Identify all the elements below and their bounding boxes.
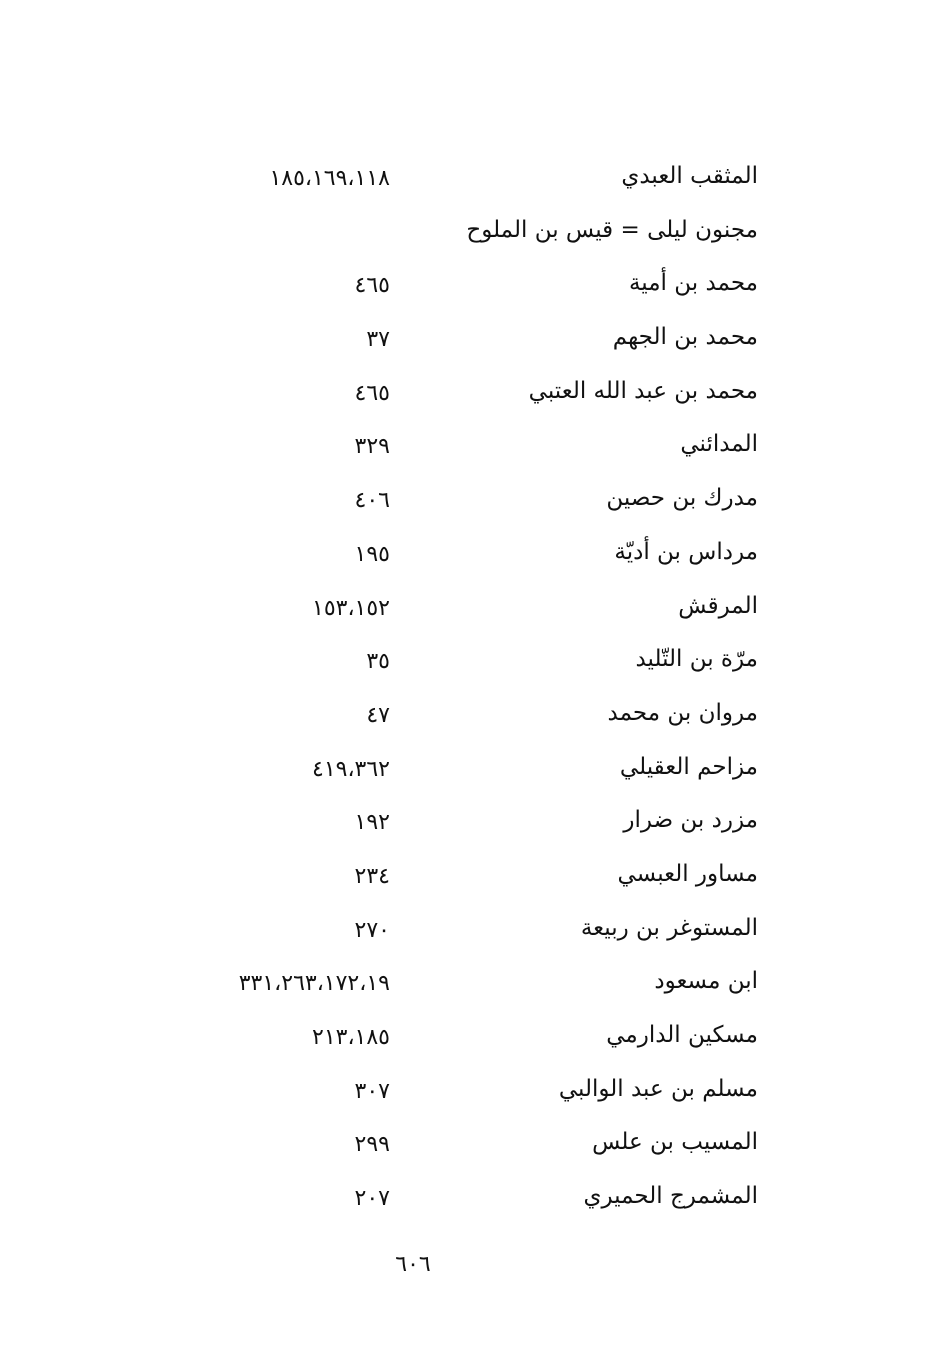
entry-name: مزاحم العقيلي [619, 753, 758, 780]
entry-name: المسيب بن علس [592, 1129, 758, 1156]
entry-name: المرقش [678, 592, 758, 619]
entry-name: المثقب العبدي [621, 163, 758, 189]
entry-name: مسكين الدارمي [606, 1022, 758, 1048]
entry-name: مساور العبسي [617, 860, 758, 887]
entry-pages: ٤٠٦ [354, 488, 390, 514]
entry-name: مسلم بن عبد الوالبي [558, 1075, 758, 1102]
index-entry [150, 687, 780, 741]
entry-pages: ٤٦٥ [354, 380, 390, 406]
index-entry [150, 633, 780, 687]
index-entry [150, 848, 780, 902]
entry-pages: ٢٣٤ [354, 863, 390, 889]
index-entry [150, 955, 780, 1009]
entry-pages: ٤٦٥ [354, 273, 390, 299]
entry-name: مزرد بن ضرار [623, 807, 758, 834]
index-entry [150, 1170, 780, 1224]
index-entry [150, 741, 780, 795]
index-entry [150, 204, 780, 258]
index-entry [150, 472, 780, 526]
entry-pages: ١٥٣،١٥٢ [312, 595, 390, 621]
index-entry [150, 311, 780, 365]
entry-pages: ٢٠٧ [354, 1186, 390, 1212]
entry-name: ابن مسعود [654, 968, 758, 995]
index-entry [150, 1116, 780, 1170]
entry-pages: ٣٣١،٢٦٣،١٧٢،١٩ [238, 971, 390, 997]
entry-name: مدرك بن حصين [606, 485, 758, 512]
entry-pages: ٤١٩،٣٦٢ [312, 756, 390, 782]
index-entry [150, 526, 780, 580]
entry-name: مرّة بن التّليد [635, 646, 758, 673]
entry-name: المستوغر بن ربيعة [580, 914, 758, 941]
entry-pages: ٣٠٧ [354, 1078, 390, 1104]
entry-pages: ١٨٥،١٦٩،١١٨ [269, 166, 390, 191]
entry-name: المشمرج الحميري [583, 1183, 758, 1210]
entry-pages: ١٩٥ [354, 541, 390, 567]
entry-pages: ١٩٢ [354, 810, 390, 836]
index-entry [150, 1063, 780, 1117]
index-entry [150, 365, 780, 419]
entry-name: مرداس بن أديّة [614, 538, 758, 565]
entry-pages: ٢٧٠ [354, 917, 390, 943]
index-entry [150, 150, 780, 204]
entry-pages: ٤٧ [366, 702, 390, 728]
entry-pages: ٣٢٩ [354, 434, 390, 460]
index-entry [150, 257, 780, 311]
entry-pages: ٣٧ [366, 327, 390, 353]
entry-name: محمد بن الجهم [612, 324, 758, 351]
page-number: ٦٠٦ [395, 1252, 431, 1277]
index-entry [150, 580, 780, 634]
index-entry [150, 1009, 780, 1063]
entry-name: مجنون ليلى = قيس بن الملوح [466, 216, 758, 243]
entry-name: مروان بن محمد [607, 699, 758, 726]
entry-name: محمد بن أمية [628, 270, 758, 297]
name-index-list [150, 150, 780, 1224]
index-entry [150, 902, 780, 956]
entry-pages: ٢٩٩ [354, 1132, 390, 1158]
entry-pages: ٣٥ [366, 649, 390, 675]
index-entry [150, 794, 780, 848]
index-entry [150, 418, 780, 472]
entry-name: محمد بن عبد الله العتبي [528, 377, 758, 404]
entry-name: المدائني [680, 431, 758, 458]
entry-pages: ٢١٣،١٨٥ [312, 1025, 390, 1050]
